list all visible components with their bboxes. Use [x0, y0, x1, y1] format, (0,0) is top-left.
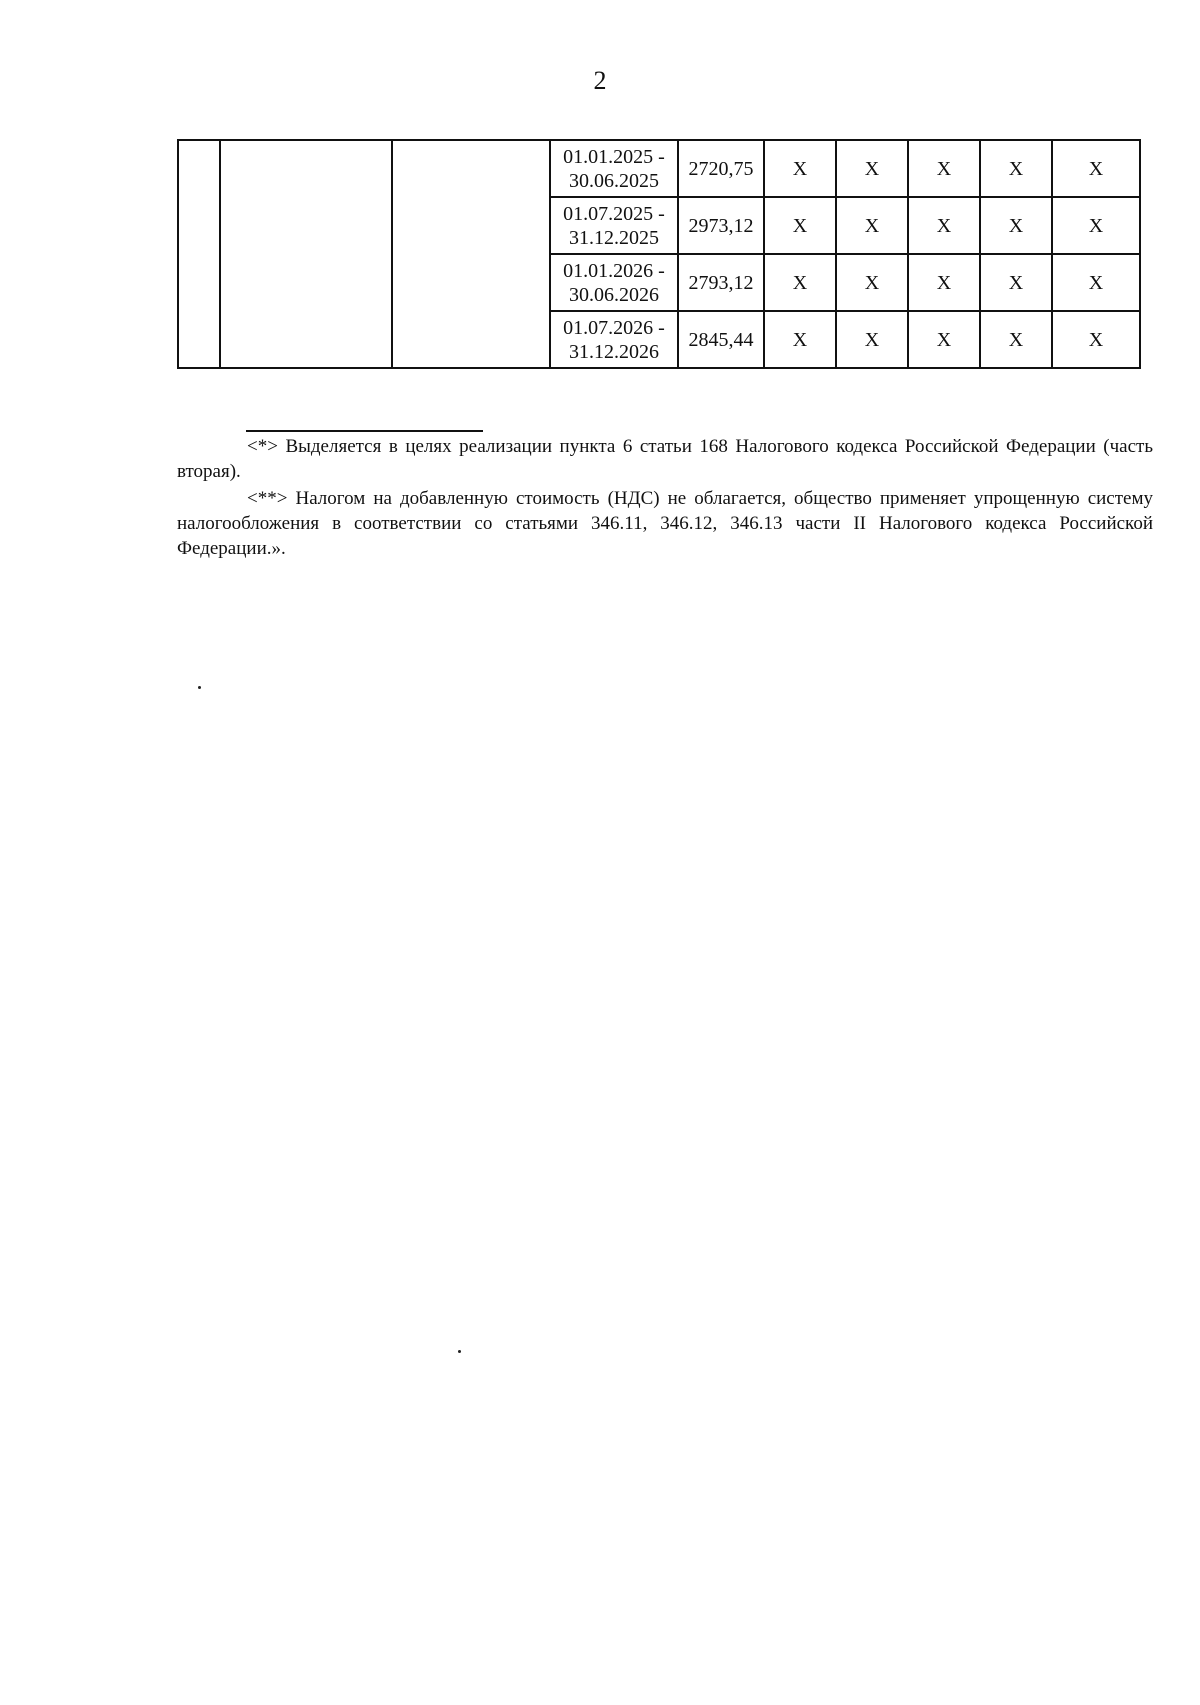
mark-cell: X: [1052, 197, 1140, 254]
period-cell: 01.07.2025 - 31.12.2025: [550, 197, 678, 254]
mark-cell: X: [1052, 254, 1140, 311]
tariff-value-cell: 2845,44: [678, 311, 764, 368]
footnotes: [177, 434, 1153, 563]
mark-cell: X: [1052, 140, 1140, 197]
scan-speck: [198, 686, 201, 689]
tariff-value-cell: 2720,75: [678, 140, 764, 197]
tariff-value-cell: 2793,12: [678, 254, 764, 311]
period-cell: 01.01.2025 - 30.06.2025: [550, 140, 678, 197]
table-row: [178, 140, 1140, 197]
footnote-vat-exempt: <**> Налогом на добавленную стоимость (НДС) не облагается, общество применяет упрощенную систему налогообложения в соответствии со статьями 346.11, 346.12, 346.13 части II Налогового кодекса Российской Федерации.».: [177, 488, 1153, 559]
mark-cell: X: [980, 140, 1052, 197]
mark-cell: X: [764, 254, 836, 311]
scan-speck: [458, 1350, 461, 1353]
mark-cell: X: [980, 197, 1052, 254]
mark-cell: X: [1052, 311, 1140, 368]
service-cell: [392, 140, 550, 368]
tariff-table: [177, 139, 1141, 369]
row-number-cell: [178, 140, 220, 368]
period-cell: 01.07.2026 - 31.12.2026: [550, 311, 678, 368]
mark-cell: X: [836, 140, 908, 197]
page-number: 2: [593, 66, 607, 95]
mark-cell: X: [836, 311, 908, 368]
mark-cell: X: [764, 140, 836, 197]
mark-cell: X: [908, 140, 980, 197]
mark-cell: X: [908, 197, 980, 254]
period-cell: 01.01.2026 - 30.06.2026: [550, 254, 678, 311]
footnote-separator: [246, 430, 483, 432]
mark-cell: X: [908, 311, 980, 368]
mark-cell: X: [980, 311, 1052, 368]
mark-cell: X: [836, 254, 908, 311]
mark-cell: X: [980, 254, 1052, 311]
mark-cell: X: [908, 254, 980, 311]
mark-cell: X: [764, 311, 836, 368]
footnote-vat-allocation: <*> Выделяется в целях реализации пункта 6 статьи 168 Налогового кодекса Российской Федерации (часть вторая).: [177, 436, 1153, 482]
organization-cell: [220, 140, 392, 368]
tariff-value-cell: 2973,12: [678, 197, 764, 254]
mark-cell: X: [764, 197, 836, 254]
mark-cell: X: [836, 197, 908, 254]
